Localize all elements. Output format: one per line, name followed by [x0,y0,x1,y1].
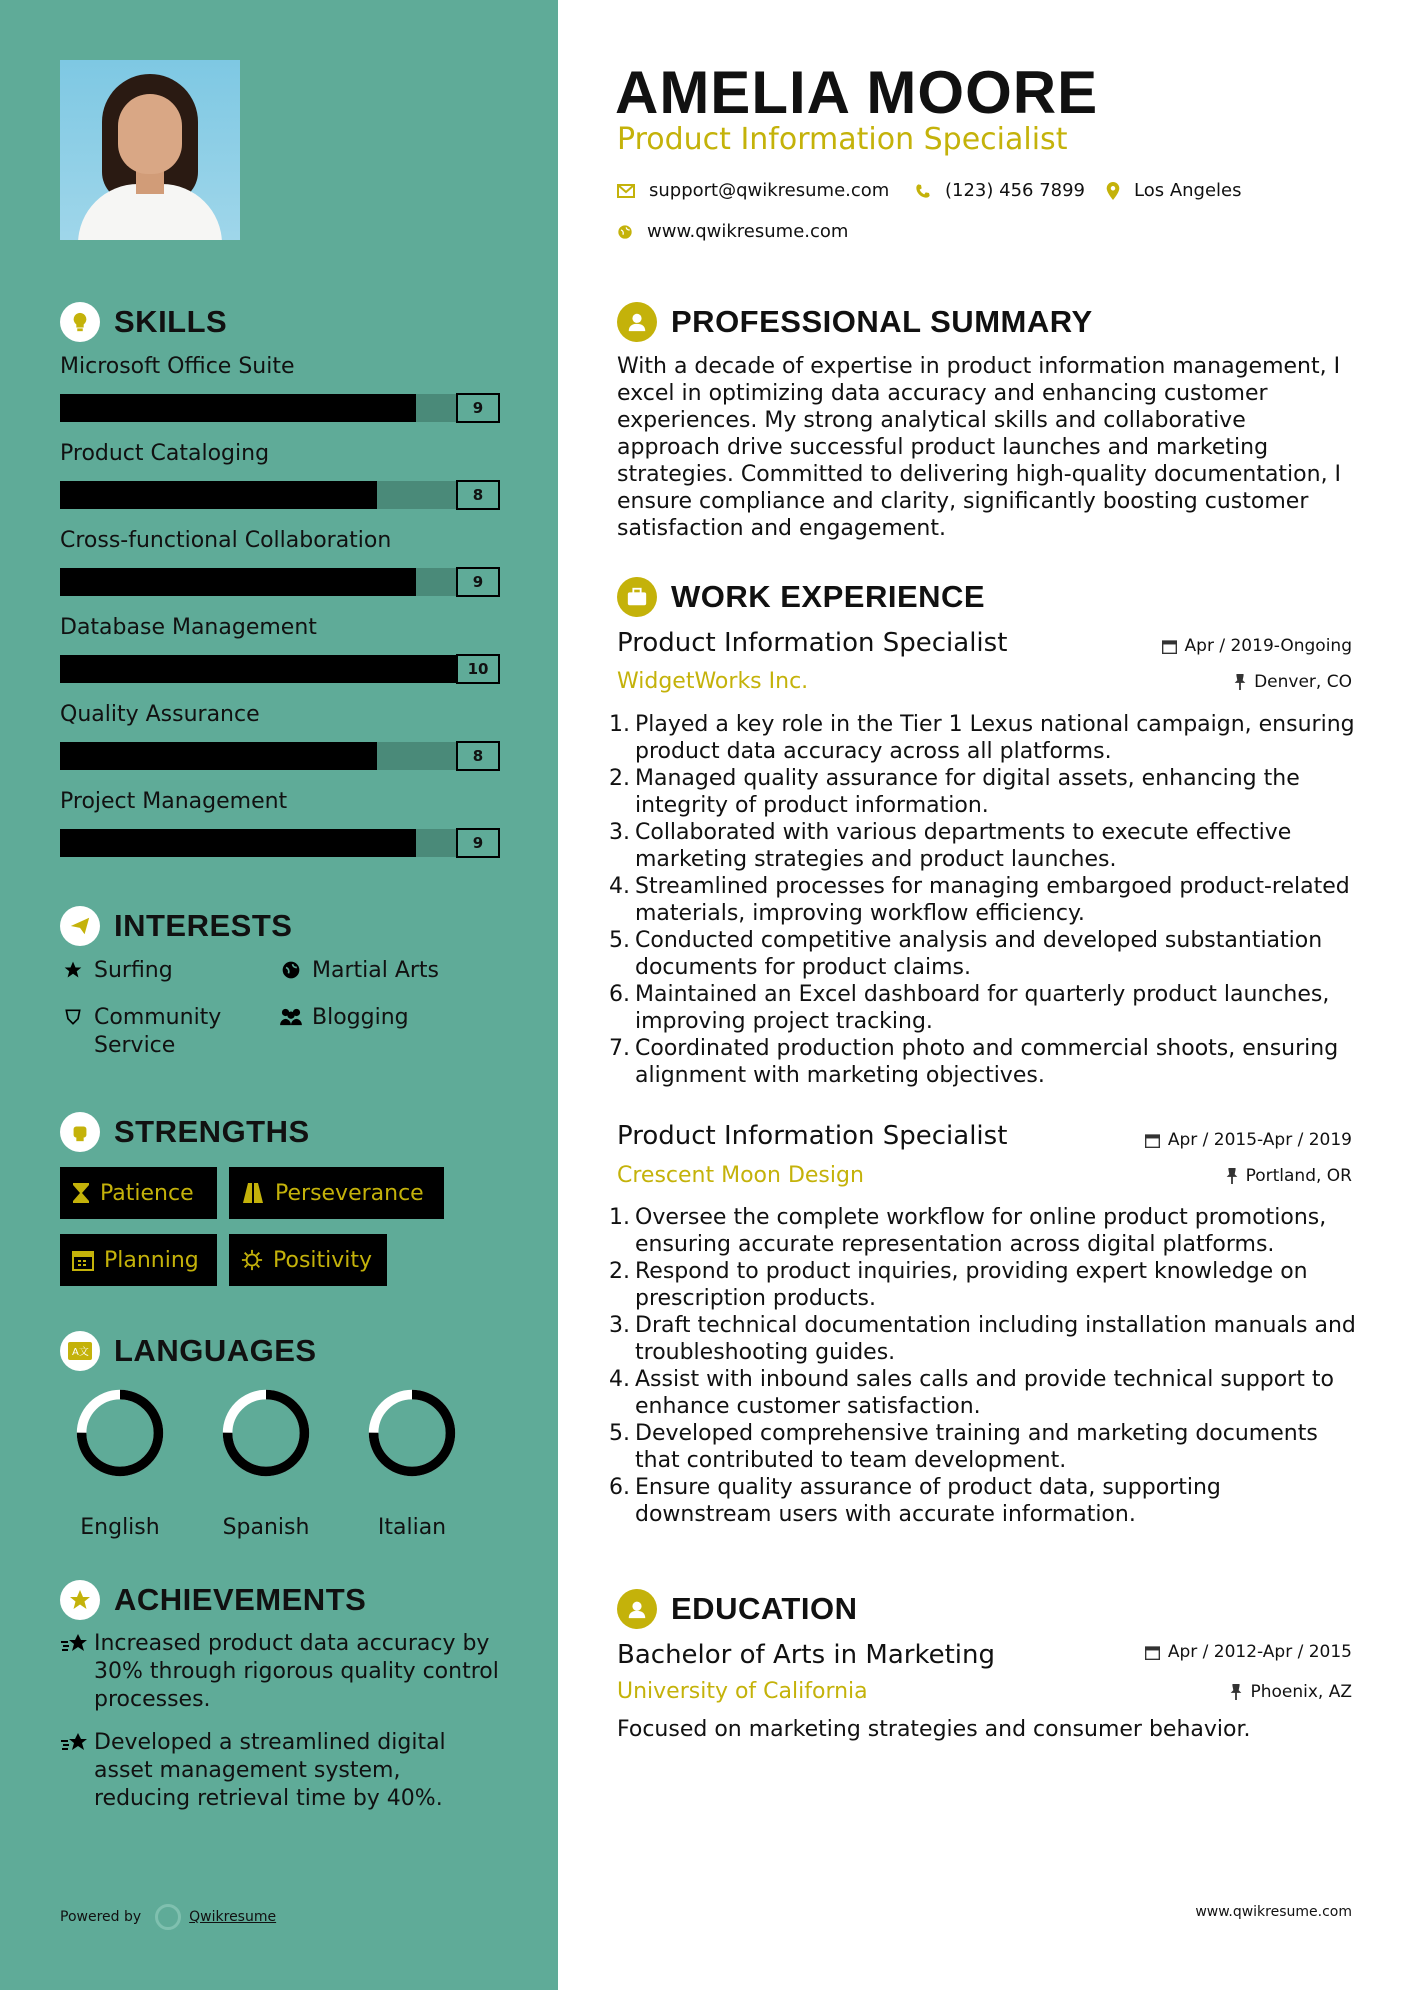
skill-name: Cross-functional Collaboration [60,528,392,553]
skill-score: 9 [456,393,500,423]
pushpin-icon [1230,1684,1242,1700]
bullet-number: 5. [609,1421,630,1446]
degree-title: Bachelor of Arts in Marketing [617,1640,995,1670]
job-bullets [609,711,1357,1089]
job-dates [1145,1130,1352,1150]
bullet-item [609,1420,1357,1474]
bullet-text: Streamlined processes for managing embargoed product-related materials, improving workflow efficiency. [635,874,1350,926]
bullet-item [609,927,1357,981]
summary-header [617,302,1093,342]
strength-tag [60,1167,217,1219]
strength-label: Planning [104,1247,199,1273]
skill-bar-fill [60,655,456,683]
powered-by-label: Powered by [60,1909,142,1925]
contact-website [617,221,848,242]
interest-item [278,1004,409,1032]
sidebar [0,0,558,1990]
shield-icon [60,1004,86,1027]
skill-item [60,700,500,770]
languages-header [60,1331,317,1371]
job-title: Product Information Specialist [617,628,1008,658]
skill-item [60,613,500,683]
bullet-number: 3. [609,820,630,845]
globe-icon [617,224,633,240]
skill-name: Quality Assurance [60,702,260,727]
bullet-item [609,1258,1357,1312]
bullet-text: Ensure quality assurance of product data, supporting downstream users with accurate information. [635,1475,1221,1527]
skill-score: 9 [456,828,500,858]
strength-tag [229,1234,387,1286]
profile-photo [60,60,240,240]
ring-center [233,1400,298,1465]
strength-label: Perseverance [275,1180,424,1206]
user-icon [617,302,657,342]
education-location [1230,1682,1352,1702]
qwikresume-link[interactable]: Qwikresume [189,1909,277,1925]
bullet-item [609,873,1357,927]
skill-bar-fill [60,742,377,770]
star-icon [60,957,86,980]
achievement-text: Developed a streamlined digital asset management system, reducing retrieval time by 40%. [94,1730,446,1811]
achievements-header [60,1580,366,1620]
ring-center [87,1400,152,1465]
job-dates-text: Apr / 2019-Ongoing [1184,636,1352,656]
education-note: Focused on marketing strategies and consumer behavior. [617,1717,1251,1742]
bullet-text: Coordinated production photo and commercial shoots, ensuring alignment with marketing objectives. [635,1036,1339,1088]
skill-bar [60,394,500,422]
skill-bar [60,568,500,596]
skill-name: Project Management [60,789,288,814]
bullet-number: 1. [609,1205,630,1230]
language-name: English [80,1515,160,1540]
bullet-text: Collaborated with various departments to execute effective marketing strategies and product launches. [635,820,1292,872]
bullet-item [609,1474,1357,1528]
skill-item [60,526,500,596]
summary-text: With a decade of expertise in product information management, I excel in optimizing data accuracy and enhancing customer experiences. My strong analytical skills and collaborative approach drive successful product launches and marketing strategies. Committed to delivering high-quality documentation, I ensure compliance and clarity, significantly boosting customer satisfaction and engagement. [617,354,1342,541]
job-title: Product Information Specialist [617,1121,1008,1151]
skill-bar [60,655,500,683]
bullet-number: 2. [609,1259,630,1284]
shooting-star-icon [60,1729,94,1813]
bullet-item [609,819,1357,873]
bullet-text: Maintained an Excel dashboard for quarterly product launches, improving project tracking. [635,982,1330,1034]
skill-bar-fill [60,829,416,857]
map-pin-icon [1106,182,1120,200]
pushpin-icon [1234,674,1246,690]
interest-item [60,957,173,985]
experience-header [617,577,985,617]
strengths-title: STRENGTHS [114,1114,310,1149]
shooting-star-icon [60,1630,94,1714]
main-content [563,0,1407,1990]
skills-title: SKILLS [114,304,228,339]
experience-title: WORK EXPERIENCE [671,579,986,614]
interests-title: INTERESTS [114,908,293,943]
interest-item [60,1004,260,1060]
svg-text:A文: A文 [72,1347,89,1358]
bullet-number: 5. [609,928,630,953]
bullet-number: 4. [609,1367,630,1392]
bullet-text: Draft technical documentation including installation manuals and troubleshooting guides. [635,1313,1356,1365]
star-badge-icon [60,1580,100,1620]
bullet-number: 2. [609,766,630,791]
job-location-text: Portland, OR [1245,1166,1352,1186]
bullet-number: 6. [609,1475,630,1500]
bullet-number: 1. [609,712,630,737]
school-name: University of California [617,1679,868,1704]
calendar-icon [1145,1133,1160,1148]
contact-location [1106,180,1242,201]
bullet-number: 6. [609,982,630,1007]
calendar-icon [1145,1645,1160,1660]
interests-header [60,906,292,946]
bullet-number: 4. [609,874,630,899]
bullet-item [609,1204,1357,1258]
bullet-item [609,981,1357,1035]
skill-item [60,352,500,422]
road-icon [241,1183,265,1203]
education-dates [1145,1642,1352,1662]
footer-site[interactable]: www.qwikresume.com [1195,1904,1352,1920]
education-dates-text: Apr / 2012-Apr / 2015 [1167,1642,1352,1662]
candidate-title: Product Information Specialist [617,122,1068,157]
languages-title: LANGUAGES [114,1333,317,1368]
envelope-icon [617,184,635,198]
hourglass-icon [72,1182,90,1204]
candidate-name: AMELIA MOORE [615,59,1099,126]
achievements-title: ACHIEVEMENTS [114,1582,367,1617]
users-icon [278,1004,304,1027]
language-item [206,1385,326,1540]
summary-title: PROFESSIONAL SUMMARY [671,304,1093,339]
skill-score: 10 [456,654,500,684]
skill-bar-fill [60,568,416,596]
language-item [60,1385,180,1540]
skill-name: Product Cataloging [60,441,270,466]
skill-score: 9 [456,567,500,597]
email-text[interactable]: support@qwikresume.com [649,180,890,201]
company-name: Crescent Moon Design [617,1163,864,1188]
language-name: Spanish [222,1515,310,1540]
phone-icon [915,183,931,199]
bullet-item [609,1312,1357,1366]
job-location [1234,672,1352,692]
sun-icon [241,1249,263,1271]
job-location [1226,1166,1352,1186]
bullet-item [609,711,1357,765]
skill-bar-fill [60,481,377,509]
achievement-item [60,1630,500,1714]
education-title: EDUCATION [671,1591,858,1626]
interest-label: Martial Arts [312,958,440,983]
bullet-text: Oversee the complete workflow for online product promotions, ensuring accurate representation across digital platforms. [635,1205,1327,1257]
strength-tag [60,1234,217,1286]
bullet-text: Managed quality assurance for digital assets, enhancing the integrity of product information. [635,766,1300,818]
contact-email [617,180,889,201]
achievement-item [60,1729,500,1813]
skill-score: 8 [456,480,500,510]
bullet-text: Played a key role in the Tier 1 Lexus national campaign, ensuring product data accuracy across all platforms. [635,712,1355,764]
phone-text: (123) 456 7899 [945,180,1086,201]
paper-plane-icon [60,906,100,946]
bullet-text: Developed comprehensive training and marketing documents that contributed to team development. [635,1421,1318,1473]
language-ring [364,1385,460,1481]
education-location-text: Phoenix, AZ [1250,1682,1352,1702]
bullet-text: Respond to product inquiries, providing expert knowledge on prescription products. [635,1259,1308,1311]
language-ring [72,1385,168,1481]
briefcase-icon [617,577,657,617]
strengths-header [60,1112,310,1152]
website-text[interactable]: www.qwikresume.com [647,221,849,242]
language-name: Italian [377,1515,447,1540]
achievement-text: Increased product data accuracy by 30% through rigorous quality control processes. [94,1631,499,1712]
qwikresume-logo-icon [155,1904,181,1930]
bullet-number: 3. [609,1313,630,1338]
contact-phone [915,180,1085,201]
skill-name: Microsoft Office Suite [60,354,295,379]
bullet-item [609,1035,1357,1089]
bullet-number: 7. [609,1036,630,1061]
job-location-text: Denver, CO [1254,672,1352,692]
interest-item [278,957,439,985]
strength-tag [229,1167,444,1219]
interest-label: Blogging [312,1005,409,1030]
job-dates-text: Apr / 2015-Apr / 2019 [1167,1130,1352,1150]
graduate-icon [617,1589,657,1629]
education-header [617,1589,857,1629]
language-item [352,1385,472,1540]
skills-header [60,302,227,342]
interest-label: Community Service [94,1005,222,1058]
job-bullets [609,1204,1357,1528]
globe-icon [278,957,304,980]
company-name: WidgetWorks Inc. [617,669,809,694]
bullet-text: Assist with inbound sales calls and provide technical support to enhance customer satisfaction. [635,1367,1334,1419]
language-ring [218,1385,314,1481]
powered-by [60,1904,276,1930]
bullet-text: Conducted competitive analysis and developed substantiation documents for product claims. [635,928,1323,980]
calendar-icon [72,1249,94,1271]
skill-item [60,787,500,857]
fist-icon [60,1112,100,1152]
strength-label: Patience [100,1180,194,1206]
strength-label: Positivity [273,1247,373,1273]
job-dates [1162,636,1352,656]
skill-bar [60,829,500,857]
skill-name: Database Management [60,615,317,640]
location-text: Los Angeles [1134,180,1242,201]
skill-score: 8 [456,741,500,771]
bullet-item [609,765,1357,819]
bullet-item [609,1366,1357,1420]
skill-bar-fill [60,394,416,422]
ring-center [379,1400,444,1465]
skill-bar [60,742,500,770]
interest-label: Surfing [94,958,173,983]
skill-item [60,439,500,509]
lightbulb-icon [60,302,100,342]
pushpin-icon [1226,1168,1238,1184]
skill-bar [60,481,500,509]
calendar-icon [1162,639,1177,654]
translate-icon [60,1331,100,1371]
